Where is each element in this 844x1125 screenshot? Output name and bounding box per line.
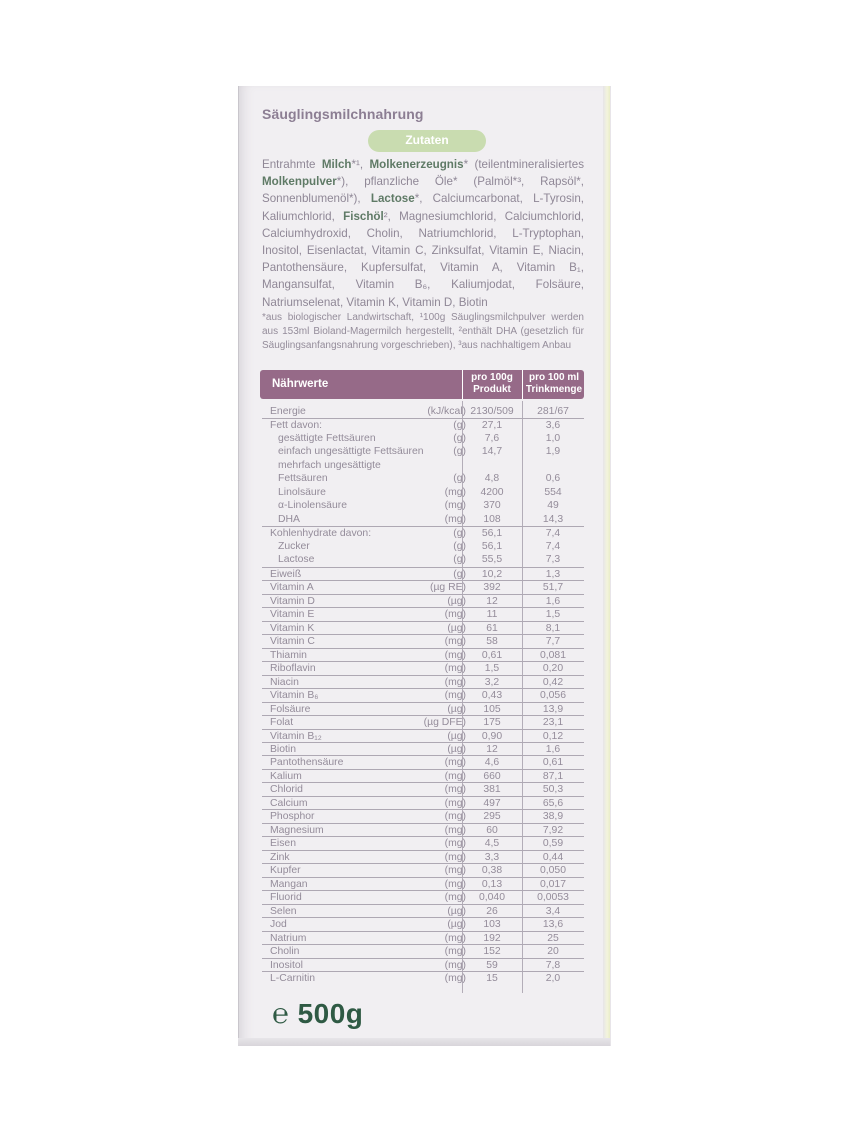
nutrient-unit: (µg RE) <box>429 582 466 594</box>
estimated-sign-icon: ℮ <box>272 998 290 1029</box>
nutrient-unit: (mg) <box>444 690 466 702</box>
nutrient-unit: (mg) <box>444 811 466 823</box>
nutrient-name: Energie <box>270 406 306 417</box>
value-per-100ml: 0,20 <box>542 663 564 675</box>
value-per-100ml: 2,0 <box>545 973 561 985</box>
value-per-100ml: 0,44 <box>542 851 564 863</box>
nutrition-row <box>262 796 584 810</box>
nutrient-unit: (µg) <box>447 730 466 742</box>
nutrient-unit: (mg) <box>444 824 466 836</box>
nutrient-name: gesättigte Fettsäuren <box>278 432 376 444</box>
column-per-100g-line1: pro 100g <box>471 372 513 383</box>
nutrition-row <box>262 890 584 904</box>
nutrition-row <box>262 634 584 648</box>
nutrient-unit: (g) <box>453 528 466 540</box>
nutrient-unit: (mg) <box>444 649 466 661</box>
nutrition-row <box>262 702 584 716</box>
nutrient-name: Fluorid <box>270 892 302 904</box>
value-per-100g: 660 <box>483 770 501 782</box>
value-per-100g: 4,6 <box>484 757 500 769</box>
nutrition-row <box>262 755 584 769</box>
allergen-highlight: Molkenerzeugnis <box>369 158 464 171</box>
nutrition-row <box>262 715 584 729</box>
nutrient-name: Selen <box>270 905 297 917</box>
nutrient-name: einfach ungesättigte Fettsäuren <box>278 446 424 458</box>
nutrient-name: Natrium <box>270 932 307 944</box>
value-per-100g: 27,1 <box>481 420 503 432</box>
column-per-100g <box>464 372 520 396</box>
nutrient-name: Inositol <box>270 959 303 971</box>
nutrient-name: Lactose <box>278 554 315 566</box>
column-per-100g-line2: Produkt <box>473 384 511 395</box>
allergen-highlight: Fischöl <box>343 209 384 223</box>
value-per-100g: 295 <box>483 811 501 823</box>
header-divider <box>462 370 463 399</box>
nutrient-unit: (mg) <box>444 636 466 648</box>
nutrient-unit: (mg) <box>444 486 466 498</box>
value-per-100ml: 51,7 <box>542 582 564 594</box>
nutrient-unit: (mg) <box>444 500 466 512</box>
nutrient-unit: (µg) <box>447 595 466 607</box>
nutrient-name: Pantothensäure <box>270 757 344 769</box>
value-per-100ml: 1,0 <box>545 432 561 444</box>
nutrient-unit: (g) <box>453 446 466 458</box>
value-per-100ml: 3,4 <box>545 905 561 917</box>
nutrition-row <box>262 782 584 796</box>
value-per-100ml: 8,1 <box>545 622 561 634</box>
nutrition-row <box>262 418 584 432</box>
value-per-100g: 7,6 <box>484 432 500 444</box>
value-per-100ml: 1,5 <box>545 609 561 621</box>
nutrition-row <box>262 661 584 675</box>
nutrition-header-label: Nährwerte <box>272 378 329 390</box>
nutrient-unit: (g) <box>453 554 466 566</box>
nutrient-unit: (mg) <box>444 878 466 890</box>
nutrition-row <box>262 971 584 985</box>
nutrient-unit: (mg) <box>444 946 466 958</box>
nutrition-row <box>262 621 584 635</box>
nutrition-row <box>262 809 584 823</box>
nutrient-name: Zucker <box>278 540 310 552</box>
value-per-100g: 56,1 <box>481 540 503 552</box>
nutrient-name: Zink <box>270 851 290 863</box>
value-per-100g: 3,2 <box>484 676 500 688</box>
nutrient-name: Vitamin C <box>270 636 315 648</box>
value-per-100g: 14,7 <box>481 446 503 458</box>
nutrient-name: Calcium <box>270 797 308 809</box>
value-per-100g: 4,8 <box>484 473 500 485</box>
value-per-100ml: 38,9 <box>542 811 564 823</box>
nutrition-row <box>262 675 584 689</box>
value-per-100g: 10,2 <box>481 568 503 580</box>
nutrient-name: Linolsäure <box>278 486 326 498</box>
nutrient-unit: (g) <box>453 540 466 552</box>
value-per-100ml: 7,7 <box>545 636 561 648</box>
nutrient-name: Mangan <box>270 878 308 890</box>
nutrition-row <box>262 729 584 743</box>
value-per-100ml: 0,12 <box>542 730 564 742</box>
nutrient-name: Vitamin B₆ <box>270 690 319 702</box>
ingredient-footnotes: *aus biologischer Landwirtschaft, ¹100g Säuglingsmilchpulver werden aus 153ml Bioland-Magermilch hergestellt, ²enthält DHA (gesetzlich für Säuglingsanfangsnahrung vorgeschrieben), ³aus nachhaltigem Anbau <box>262 312 584 351</box>
net-weight-value: 500g <box>297 998 364 1029</box>
nutrient-name: Thiamin <box>270 649 307 661</box>
ingredients-heading: Zutaten <box>405 133 449 147</box>
ingredients-text <box>262 156 584 311</box>
nutrient-name: Folsäure <box>270 703 311 715</box>
nutrient-unit: (mg) <box>444 865 466 877</box>
allergen-highlight: Milch <box>321 158 352 171</box>
package-bottom-edge <box>238 1038 610 1046</box>
nutrition-row <box>262 432 584 445</box>
nutrient-unit: (kJ/kcal) <box>427 406 466 417</box>
value-per-100ml: 1,6 <box>545 744 561 755</box>
nutrition-row <box>262 513 584 526</box>
value-per-100ml: 0,42 <box>542 676 564 688</box>
nutrition-row <box>262 567 584 581</box>
nutrient-unit: (µg) <box>447 703 466 715</box>
nutrition-row <box>262 445 584 458</box>
value-per-100ml: 3,6 <box>545 420 561 432</box>
nutrient-name: Eisen <box>270 838 296 850</box>
value-per-100ml: 65,6 <box>542 797 564 809</box>
value-per-100g: 192 <box>483 932 501 944</box>
nutrient-unit: (mg) <box>444 676 466 688</box>
value-per-100g: 152 <box>483 946 501 958</box>
nutrition-row <box>262 405 584 418</box>
value-per-100g: 15 <box>486 973 498 985</box>
value-per-100ml: 25 <box>547 932 559 944</box>
nutrient-unit: (µg) <box>447 919 466 931</box>
nutrient-name: Eiweiß <box>270 568 302 580</box>
nutrient-unit: (mg) <box>444 770 466 782</box>
nutrient-name: Vitamin K <box>270 622 315 634</box>
nutrition-row <box>262 499 584 512</box>
value-per-100g: 4200 <box>480 486 504 498</box>
value-per-100g: 4,5 <box>484 838 500 850</box>
nutrition-row <box>262 688 584 702</box>
nutrition-row <box>262 958 584 972</box>
ingredient-text-segment: *), pflanzliche Öle* (Palmöl*³, Rapsöl*, Sonnenblumenöl*), <box>262 175 584 206</box>
nutrition-row <box>262 486 584 499</box>
nutrition-row <box>262 594 584 608</box>
nutrient-unit: (mg) <box>444 932 466 944</box>
nutrient-unit: (g) <box>453 568 466 580</box>
value-per-100ml: 14,3 <box>542 513 564 525</box>
nutrient-name: Cholin <box>270 946 300 958</box>
nutrient-name: Jod <box>270 919 287 931</box>
nutrition-row <box>262 553 584 566</box>
column-per-100ml-line2: Trinkmenge <box>525 384 583 395</box>
nutrient-name: α-Linolensäure <box>278 500 347 512</box>
value-per-100ml: 554 <box>544 486 562 498</box>
value-per-100g: 1,5 <box>484 663 500 675</box>
nutrient-name: Biotin <box>270 744 296 755</box>
nutrient-unit: (mg) <box>444 609 466 621</box>
nutrient-name: Kohlenhydrate davon: <box>270 528 372 540</box>
value-per-100g: 3,3 <box>484 851 500 863</box>
value-per-100ml: 0,081 <box>539 649 566 661</box>
nutrient-name: Chlorid <box>270 784 303 796</box>
nutrition-table-body <box>262 401 584 993</box>
nutrient-unit: (µg) <box>447 905 466 917</box>
value-per-100ml: 0,056 <box>539 690 566 702</box>
ingredient-text-segment: *¹, <box>351 158 370 171</box>
nutrient-unit: (mg) <box>444 757 466 769</box>
value-per-100ml: 0,017 <box>539 878 566 890</box>
header-divider <box>522 370 523 399</box>
nutrient-name: Vitamin B₁₂ <box>270 730 322 742</box>
value-per-100ml: 281/67 <box>537 406 569 417</box>
column-per-100ml-line1: pro 100 ml <box>528 372 580 383</box>
nutrition-row <box>262 863 584 877</box>
value-per-100ml: 49 <box>547 500 559 512</box>
nutrient-unit: (mg) <box>444 797 466 809</box>
value-per-100ml: 7,92 <box>542 824 564 836</box>
value-per-100ml: 7,8 <box>545 959 561 971</box>
value-per-100g: 11 <box>486 609 498 621</box>
product-category-title: Säuglingsmilchnahrung <box>262 106 424 122</box>
value-per-100g: 55,5 <box>481 554 503 566</box>
value-per-100ml: 0,6 <box>545 473 561 485</box>
nutrition-row <box>262 540 584 553</box>
nutrient-name: L-Carnitin <box>270 973 316 985</box>
value-per-100g: 381 <box>483 784 501 796</box>
nutrient-name: mehrfach ungesättigte <box>278 459 381 471</box>
nutrient-unit: (µg) <box>447 744 466 755</box>
value-per-100ml: 7,4 <box>545 540 561 552</box>
nutrient-unit: (mg) <box>444 513 466 525</box>
nutrition-row <box>262 944 584 958</box>
nutrition-row <box>262 904 584 918</box>
value-per-100ml: 1,9 <box>545 446 561 458</box>
value-per-100g: 56,1 <box>481 528 503 540</box>
nutrient-unit: (mg) <box>444 663 466 675</box>
value-per-100ml: 13,6 <box>542 919 564 931</box>
value-per-100g: 0,90 <box>481 730 503 742</box>
nutrient-name: Niacin <box>270 676 299 688</box>
nutrient-name: Vitamin D <box>270 595 315 607</box>
net-weight <box>272 998 363 1030</box>
value-per-100g: 12 <box>486 744 498 755</box>
nutrition-row <box>262 823 584 837</box>
column-per-100ml <box>524 372 584 396</box>
value-per-100g: 497 <box>483 797 501 809</box>
value-per-100ml: 1,6 <box>545 595 561 607</box>
nutrient-name: Fettsäuren <box>278 473 328 485</box>
nutrition-row <box>262 526 584 540</box>
nutrition-row <box>262 917 584 931</box>
nutrient-name: Magnesium <box>270 824 324 836</box>
value-per-100ml: 0,0053 <box>537 892 569 904</box>
nutrition-row <box>262 877 584 891</box>
nutrient-name: Riboflavin <box>270 663 316 675</box>
nutrient-unit: (mg) <box>444 973 466 985</box>
value-per-100ml: 7,4 <box>545 528 561 540</box>
nutrient-name: Kalium <box>270 770 302 782</box>
package-edge <box>603 86 610 1046</box>
value-per-100ml: 1,3 <box>545 568 561 580</box>
nutrient-unit: (µg DFE) <box>423 717 466 729</box>
value-per-100g: 2130/509 <box>470 406 514 417</box>
value-per-100ml: 13,9 <box>542 703 564 715</box>
allergen-highlight: Molkenpulver <box>262 175 337 189</box>
value-per-100ml: 23,1 <box>542 717 564 729</box>
value-per-100ml: 0,61 <box>542 757 564 769</box>
nutrition-row <box>262 836 584 850</box>
nutrition-row <box>262 580 584 594</box>
value-per-100g: 370 <box>483 500 501 512</box>
nutrition-row <box>262 931 584 945</box>
nutrition-table-header <box>260 370 584 399</box>
value-per-100g: 58 <box>486 636 498 648</box>
nutrient-unit: (mg) <box>444 892 466 904</box>
ingredient-text-segment: *, Calciumcarbonat, L-Tyrosin, Kaliumchlorid, <box>262 192 584 223</box>
nutrient-unit: (mg) <box>444 959 466 971</box>
nutrition-row <box>262 850 584 864</box>
nutrient-name: DHA <box>278 513 300 525</box>
nutrient-unit: (µg) <box>447 622 466 634</box>
value-per-100g: 59 <box>486 959 498 971</box>
value-per-100g: 105 <box>483 703 501 715</box>
nutrient-name: Fett davon: <box>270 420 322 432</box>
nutrient-unit: (mg) <box>444 851 466 863</box>
value-per-100g: 392 <box>483 582 501 594</box>
nutrition-row <box>262 459 584 472</box>
value-per-100g: 0,13 <box>481 878 503 890</box>
nutrient-unit: (mg) <box>444 784 466 796</box>
value-per-100g: 175 <box>483 717 501 729</box>
nutrition-row <box>262 607 584 621</box>
value-per-100g: 60 <box>486 824 498 836</box>
ingredient-text-segment: ², Magnesiumchlorid, Calciumchlorid, Calciumhydroxid, Cholin, Natriumchlorid, L-Tryptophan, Inositol, Eisenlactat, Vitamin C, Zinksulfat, Vitamin E, Niacin, Pantothensäure, Kupfersulfat, Vitamin A, Vitamin B₁, Mangansulfat, Vitamin B₆, Kaliumjodat, Folsäure, Natriumselenat, Vitamin K, Vitamin D, Biotin <box>262 209 584 309</box>
nutrient-unit: (g) <box>453 473 466 485</box>
value-per-100g: 61 <box>486 622 498 634</box>
nutrient-name: Vitamin A <box>270 582 314 594</box>
value-per-100g: 108 <box>483 513 501 525</box>
nutrient-unit: (g) <box>453 420 466 432</box>
value-per-100g: 0,61 <box>481 649 503 661</box>
value-per-100ml: 0,59 <box>542 838 564 850</box>
value-per-100g: 12 <box>486 595 498 607</box>
ingredient-text-segment: * (teilentmineralisiertes <box>463 158 584 171</box>
nutrient-name: Vitamin E <box>270 609 315 621</box>
nutrition-row <box>262 769 584 783</box>
value-per-100g: 0,43 <box>481 690 503 702</box>
allergen-highlight: Lactose <box>370 192 415 206</box>
nutrient-unit: (mg) <box>444 838 466 850</box>
nutrition-row <box>262 648 584 662</box>
nutrition-row <box>262 742 584 756</box>
ingredient-text-segment: Entrahmte <box>262 158 322 171</box>
nutrient-name: Folat <box>270 717 294 729</box>
nutrient-unit: (g) <box>453 432 466 444</box>
value-per-100g: 0,040 <box>478 892 505 904</box>
value-per-100g: 26 <box>486 905 498 917</box>
nutrient-name: Phosphor <box>270 811 315 823</box>
value-per-100ml: 87,1 <box>542 770 564 782</box>
value-per-100ml: 7,3 <box>545 554 561 566</box>
nutrition-row <box>262 472 584 485</box>
value-per-100g: 103 <box>483 919 501 931</box>
value-per-100g: 0,38 <box>481 865 503 877</box>
value-per-100ml: 50,3 <box>542 784 564 796</box>
value-per-100ml: 20 <box>547 946 559 958</box>
value-per-100ml: 0,050 <box>539 865 566 877</box>
nutrient-name: Kupfer <box>270 865 301 877</box>
